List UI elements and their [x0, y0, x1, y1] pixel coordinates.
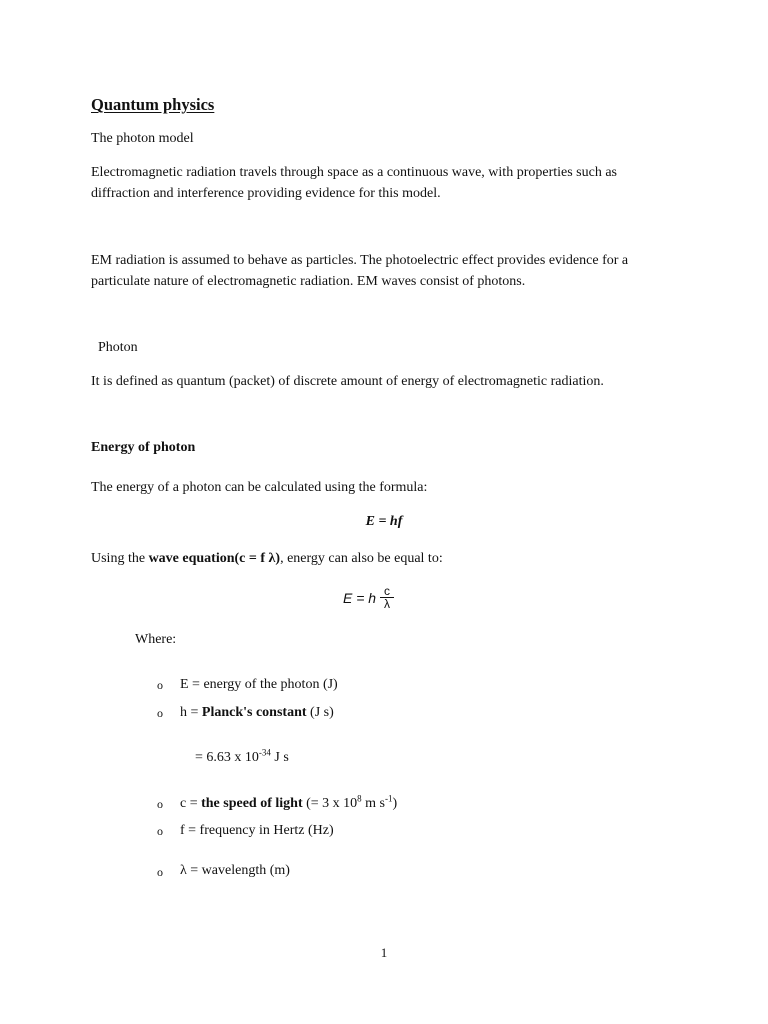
- list-item-frequency: f = frequency in Hertz (Hz): [180, 823, 334, 838]
- energy-intro: The energy of a photon can be calculated using the formula:: [91, 480, 428, 495]
- list-item-speed-of-light: [180, 793, 397, 814]
- wave-eq-bold: wave equation(c = f λ): [148, 551, 281, 566]
- list-item-wavelength: λ = wavelength (m): [180, 863, 290, 878]
- paragraph-particle-line-1: EM radiation is assumed to behave as particles. The photoelectric effect provides evidence for a: [91, 253, 629, 268]
- fraction-denominator: λ: [384, 597, 390, 611]
- planck-value: [195, 747, 289, 768]
- subheading-photon-model: The photon model: [91, 131, 194, 146]
- paragraph-wave-line-2: diffraction and interference providing evidence for this model.: [91, 186, 441, 201]
- light-suffix: ): [392, 796, 398, 811]
- formula-e-equals-hf: E = hf: [365, 514, 403, 529]
- light-mid-2: m s: [361, 796, 386, 811]
- bullet-icon: o: [157, 824, 163, 838]
- light-exponent-2: -1: [385, 793, 393, 804]
- fraction-numerator: c: [380, 585, 394, 598]
- paragraph-particle-line-2: particulate nature of electromagnetic radiation. EM waves consist of photons.: [91, 274, 526, 289]
- bullet-icon: o: [157, 865, 163, 879]
- bullet-icon: o: [157, 678, 163, 692]
- wave-equation-line: [91, 548, 443, 569]
- fraction-c-over-lambda: [380, 585, 394, 610]
- paragraph-wave-line-1: Electromagnetic radiation travels through space as a continuous wave, with properties such as: [91, 165, 617, 180]
- page-number: 1: [380, 945, 388, 960]
- planck-prefix: h =: [180, 705, 202, 720]
- where-label: Where:: [135, 632, 177, 647]
- planck-value-prefix: = 6.63 x 10: [195, 750, 259, 765]
- light-bold: the speed of light: [201, 796, 303, 811]
- planck-bold: Planck's constant: [201, 705, 307, 720]
- photon-definition: It is defined as quantum (packet) of discrete amount of energy of electromagnetic radiation.: [91, 374, 604, 389]
- light-exponent-1: 8: [357, 793, 362, 804]
- list-item-energy: E = energy of the photon (J): [180, 677, 338, 692]
- light-prefix: c =: [180, 796, 202, 811]
- page-title: Quantum physics: [91, 95, 215, 114]
- formula-e-equals-hc-over-lambda: E = h: [343, 590, 377, 606]
- planck-suffix: (J s): [306, 705, 334, 720]
- photon-heading: Photon: [98, 340, 138, 355]
- energy-heading: Energy of photon: [91, 440, 196, 455]
- planck-value-exponent: -34: [258, 747, 271, 758]
- list-item-planck: [180, 702, 334, 723]
- planck-value-suffix: J s: [270, 750, 289, 765]
- bullet-icon: o: [157, 706, 163, 720]
- bullet-icon: o: [157, 797, 163, 811]
- wave-eq-prefix: Using the: [91, 551, 149, 566]
- light-mid: (= 3 x 10: [302, 796, 358, 811]
- wave-eq-suffix: , energy can also be equal to:: [280, 551, 443, 566]
